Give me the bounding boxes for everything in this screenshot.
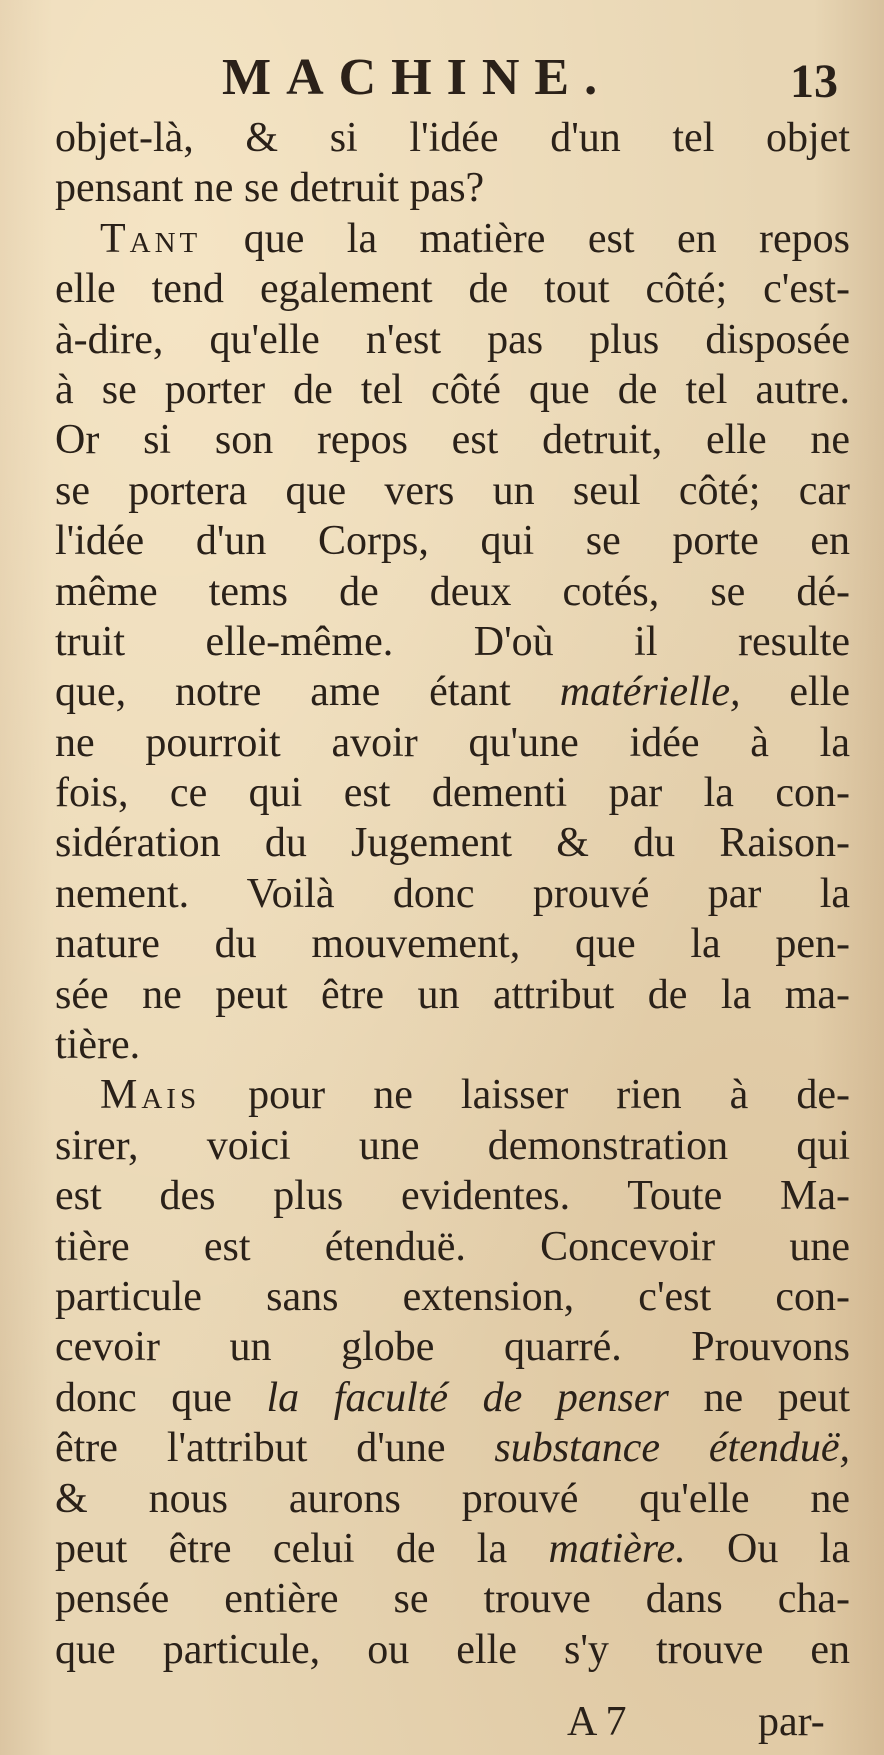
text-fragment: que la matière est en repos bbox=[243, 215, 851, 262]
italic-phrase: substance étenduë, bbox=[494, 1425, 850, 1472]
ampersand: & bbox=[55, 1475, 88, 1522]
text-line: cevoir un globe quarré. Prouvons bbox=[55, 1324, 850, 1371]
text-line: l'idée d'un Corps, qui se porte en bbox=[55, 518, 850, 565]
text-line: nature du mouvement, que la pen- bbox=[55, 921, 850, 968]
text-fragment: peut être celui de la bbox=[55, 1525, 508, 1572]
text-line-mixed bbox=[55, 667, 850, 717]
paragraph-start-line bbox=[55, 1070, 850, 1120]
text-line: fois, ce qui est dementi par la con- bbox=[55, 770, 850, 817]
signature-mark: A 7 bbox=[567, 1699, 627, 1745]
italic-word: matière. bbox=[548, 1525, 686, 1572]
text-fragment: pour ne laisser rien à de- bbox=[248, 1072, 850, 1119]
text-fragment: donc que bbox=[55, 1374, 232, 1421]
catchword: par- bbox=[758, 1699, 825, 1745]
text-line: nement. Voilà donc prouvé par la bbox=[55, 870, 850, 917]
paragraph-start-line bbox=[55, 214, 850, 264]
text-fragment: nous aurons prouvé qu'elle ne bbox=[148, 1475, 851, 1522]
text-line: objet-là, & si l'idée d'un tel objet bbox=[55, 115, 850, 161]
text-line: que particule, ou elle s'y trouve en bbox=[55, 1626, 850, 1673]
small-caps-word: Tant bbox=[100, 215, 202, 262]
text-line: à-dire, qu'elle n'est pas plus disposée bbox=[55, 316, 850, 363]
text-line: pensée entière se trouve dans cha- bbox=[55, 1576, 850, 1623]
italic-word: matérielle, bbox=[559, 669, 741, 716]
text-line-mixed bbox=[55, 1524, 850, 1574]
text-line: tière. bbox=[55, 1022, 141, 1069]
text-line: particule sans extension, c'est con- bbox=[55, 1273, 850, 1320]
text-line: truit elle-même. D'où il resulte bbox=[55, 618, 850, 665]
text-fragment: ne peut bbox=[703, 1374, 851, 1421]
text-line: ne pourroit avoir qu'une idée à la bbox=[55, 719, 850, 766]
text-line-mixed bbox=[55, 1373, 850, 1423]
text-line: à se porter de tel côté que de tel autre. bbox=[55, 366, 850, 413]
text-fragment: être l'attribut d'une bbox=[55, 1425, 446, 1472]
text-line-mixed bbox=[55, 1474, 850, 1524]
text-line: tière est étenduë. Concevoir une bbox=[55, 1223, 850, 1270]
italic-phrase: la faculté de penser bbox=[266, 1374, 669, 1421]
text-fragment: Ou la bbox=[727, 1525, 850, 1572]
text-line: se portera que vers un seul côté; car bbox=[55, 467, 850, 514]
running-title: MACHINE. bbox=[222, 49, 613, 106]
text-line: sée ne peut être un attribut de la ma- bbox=[55, 971, 850, 1018]
body-text bbox=[55, 113, 850, 1675]
page-header bbox=[0, 40, 884, 110]
text-line: est des plus evidentes. Toute Ma- bbox=[55, 1173, 850, 1220]
page-footer bbox=[0, 1698, 884, 1748]
text-fragment: elle bbox=[789, 669, 851, 716]
text-line-mixed bbox=[55, 1423, 850, 1473]
text-line: sidération du Jugement & du Raison- bbox=[55, 820, 850, 867]
small-caps-word: Mais bbox=[100, 1072, 201, 1119]
text-line: même tems de deux cotés, se dé- bbox=[55, 568, 850, 615]
text-line: sirer, voici une demonstration qui bbox=[55, 1122, 850, 1169]
text-line: pensant ne se detruit pas? bbox=[55, 165, 485, 212]
page-number: 13 bbox=[790, 55, 838, 108]
text-fragment: que, notre ame étant bbox=[55, 669, 511, 716]
text-line: elle tend egalement de tout côté; c'est- bbox=[55, 266, 850, 313]
text-line: Or si son repos est detruit, elle ne bbox=[55, 417, 850, 464]
